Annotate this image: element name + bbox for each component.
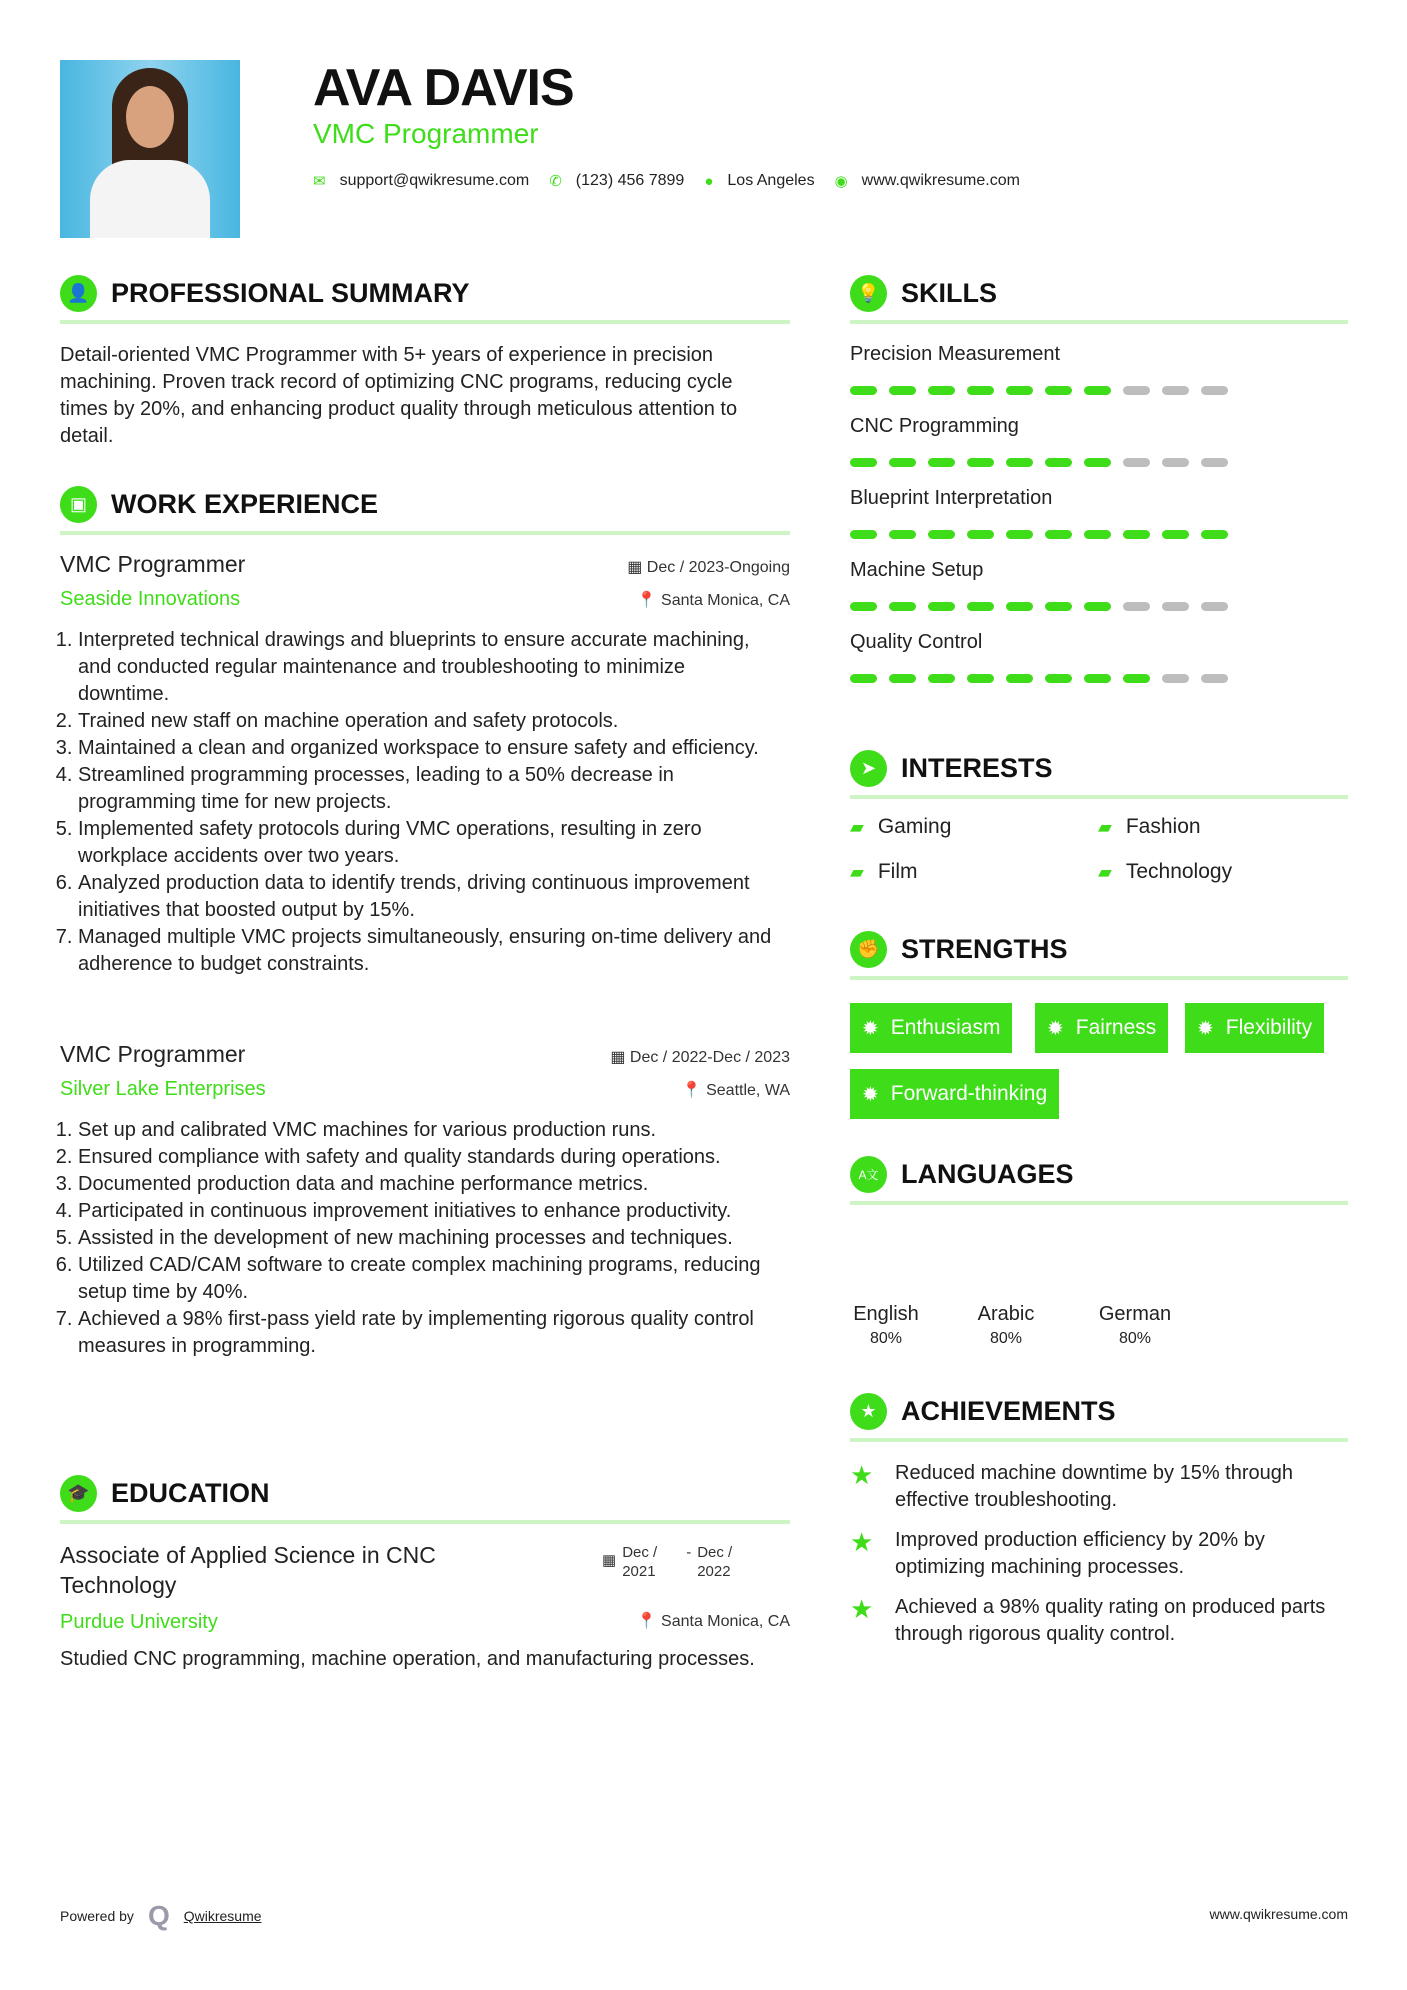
skill-segment	[1201, 458, 1228, 467]
education-location: Santa Monica, CA	[661, 1613, 790, 1630]
job-dates: Dec / 2023-Ongoing	[646, 559, 790, 576]
location-text: Los Angeles	[727, 172, 815, 189]
school-name: Purdue University	[60, 1611, 218, 1633]
section-header-interests	[850, 750, 1053, 787]
interest-label: Gaming	[877, 815, 952, 838]
paper-plane-icon: ➤	[850, 750, 887, 787]
list-item: 1. Set up and calibrated VMC machines for various production runs.	[78, 1117, 780, 1144]
book-icon: ▰	[850, 861, 864, 882]
calendar-icon: ▦	[610, 1049, 630, 1066]
translate-icon: A文	[850, 1156, 887, 1193]
skill-level-bar	[850, 602, 1348, 611]
job-bullets	[60, 627, 780, 978]
section-header-education	[60, 1475, 270, 1512]
skill-segment	[1006, 602, 1033, 611]
degree-title: Associate of Applied Science in CNC Technology	[60, 1542, 436, 1598]
pin-icon: 📍	[681, 1082, 707, 1099]
interest-item	[850, 860, 918, 884]
powered-by-label: Powered by	[60, 1908, 134, 1924]
skill-segment	[1045, 602, 1072, 611]
strength-chip	[1185, 1003, 1324, 1053]
achievement-item	[850, 1594, 1350, 1648]
section-header-achievements	[850, 1393, 1116, 1430]
user-icon: 👤	[60, 275, 97, 312]
skill-segment	[928, 674, 955, 683]
skill-segment	[1162, 386, 1189, 395]
education-start: Dec / 2021	[622, 1544, 658, 1580]
skill-segment	[1201, 530, 1228, 539]
footer-powered	[60, 1900, 262, 1932]
section-title: SKILLS	[901, 278, 998, 308]
skill-item	[850, 415, 1348, 467]
strength-chip	[1035, 1003, 1168, 1053]
skill-segment	[967, 674, 994, 683]
briefcase-icon: ▣	[60, 486, 97, 523]
skill-segment	[889, 386, 916, 395]
section-title: INTERESTS	[901, 753, 1053, 783]
section-header-summary	[60, 275, 470, 312]
skill-segment	[889, 674, 916, 683]
skill-segment	[1123, 602, 1150, 611]
skill-segment	[1123, 530, 1150, 539]
achievement-text: Reduced machine downtime by 15% through effective troubleshooting.	[895, 1462, 1294, 1511]
divider	[850, 1201, 1348, 1205]
job-bullets	[60, 1117, 780, 1360]
interest-item	[1098, 815, 1201, 839]
job-location: Santa Monica, CA	[661, 592, 790, 609]
interest-label: Film	[877, 860, 918, 883]
achievement-text: Improved production efficiency by 20% by optimizing machining processes.	[895, 1529, 1265, 1578]
globe-icon: ◉	[834, 173, 848, 190]
skill-segment	[1045, 386, 1072, 395]
strength-label: Fairness	[1075, 1016, 1157, 1039]
star-icon: ★	[850, 1460, 874, 1490]
list-item: 3. Documented production data and machine performance metrics.	[78, 1171, 780, 1198]
language-progress-ring	[974, 1225, 1038, 1289]
skill-segment	[1084, 602, 1111, 611]
company-name: Seaside Innovations	[60, 588, 241, 610]
pin-icon: 📍	[636, 592, 662, 609]
list-item: 2. Trained new staff on machine operation and safety protocols.	[78, 708, 780, 735]
skill-segment	[1045, 530, 1072, 539]
skill-segment	[1123, 386, 1150, 395]
skills-list	[850, 343, 1348, 703]
skill-item	[850, 559, 1348, 611]
job-title: VMC Programmer	[60, 551, 246, 577]
skill-segment	[967, 458, 994, 467]
skill-item	[850, 487, 1348, 539]
list-item: 1. Interpreted technical drawings and blueprints to ensure accurate machining, and conducted regular maintenance and troubleshooting to minimize downtime.	[78, 627, 780, 708]
skill-segment	[1006, 458, 1033, 467]
skill-name: Machine Setup	[850, 559, 984, 581]
profile-photo	[60, 60, 240, 238]
education-location-wrap	[637, 1611, 790, 1631]
skill-segment	[967, 386, 994, 395]
interest-label: Technology	[1125, 860, 1233, 883]
section-title: WORK EXPERIENCE	[111, 489, 379, 519]
skill-segment	[928, 602, 955, 611]
divider	[850, 1438, 1348, 1442]
website-link[interactable]: www.qwikresume.com	[861, 172, 1020, 189]
skill-level-bar	[850, 458, 1348, 467]
job-title: VMC Programmer	[60, 1041, 246, 1067]
language-item	[831, 1225, 941, 1348]
skill-level-bar	[850, 386, 1348, 395]
skill-segment	[850, 386, 877, 395]
badge-icon: ✹	[862, 1017, 879, 1040]
list-item: 7. Managed multiple VMC projects simultaneously, ensuring on-time delivery and adherence to budget constraints.	[78, 924, 780, 978]
book-icon: ▰	[1098, 816, 1112, 837]
lightbulb-icon: 💡	[850, 275, 887, 312]
skill-segment	[1162, 602, 1189, 611]
skill-segment	[1162, 530, 1189, 539]
achievement-text: Achieved a 98% quality rating on produced parts through rigorous quality control.	[895, 1596, 1326, 1645]
language-name: German	[1098, 1303, 1172, 1325]
skill-segment	[1123, 458, 1150, 467]
location-pin-icon: ●	[704, 172, 714, 190]
language-percent: 80%	[1118, 1330, 1152, 1347]
language-name: English	[853, 1303, 919, 1325]
list-item: 2. Ensured compliance with safety and quality standards during operations.	[78, 1144, 780, 1171]
skill-level-bar	[850, 530, 1348, 539]
language-item	[951, 1225, 1061, 1348]
interest-item	[850, 815, 951, 839]
divider	[60, 1520, 790, 1524]
interest-label: Fashion	[1125, 815, 1201, 838]
skill-segment	[1006, 674, 1033, 683]
language-progress-ring	[1103, 1225, 1167, 1289]
language-percent: 80%	[989, 1330, 1023, 1347]
footer-website[interactable]: www.qwikresume.com	[1209, 1906, 1348, 1922]
section-title: LANGUAGES	[901, 1159, 1074, 1189]
list-item: 3. Maintained a clean and organized workspace to ensure safety and efficiency.	[78, 735, 780, 762]
email-link[interactable]: support@qwikresume.com	[339, 172, 530, 189]
skill-segment	[1084, 674, 1111, 683]
language-progress-ring	[854, 1225, 918, 1289]
divider	[60, 320, 790, 324]
skill-segment	[1162, 674, 1189, 683]
job-dates: Dec / 2022-Dec / 2023	[629, 1049, 790, 1066]
strength-chip	[850, 1003, 1012, 1053]
education-end: Dec / 2022	[697, 1544, 733, 1580]
skill-segment	[1201, 386, 1228, 395]
skill-segment	[967, 602, 994, 611]
divider	[850, 795, 1348, 799]
education-description: Studied CNC programming, machine operation, and manufacturing processes.	[60, 1648, 755, 1670]
calendar-icon: ▦	[627, 559, 647, 576]
list-item: 5. Assisted in the development of new machining processes and techniques.	[78, 1225, 780, 1252]
company-name: Silver Lake Enterprises	[60, 1078, 266, 1100]
email-icon: ✉	[313, 173, 326, 190]
candidate-title: VMC Programmer	[313, 118, 539, 149]
star-icon: ★	[850, 1393, 887, 1430]
brand-link[interactable]: Qwikresume	[183, 1908, 262, 1924]
strength-label: Flexibility	[1225, 1016, 1313, 1039]
skill-segment	[850, 674, 877, 683]
skill-name: CNC Programming	[850, 415, 1019, 437]
section-header-skills	[850, 275, 997, 312]
strength-label: Forward-thinking	[890, 1082, 1048, 1105]
skill-name: Precision Measurement	[850, 343, 1061, 365]
skill-segment	[889, 530, 916, 539]
skill-item	[850, 343, 1348, 395]
job-location: Seattle, WA	[706, 1082, 790, 1099]
section-header-strengths	[850, 931, 1068, 968]
skill-segment	[1201, 674, 1228, 683]
contact-row	[313, 172, 1040, 190]
interest-item	[1098, 860, 1232, 884]
badge-icon: ✹	[1047, 1017, 1064, 1040]
list-item: 7. Achieved a 98% first-pass yield rate by implementing rigorous quality control measures in programming.	[78, 1306, 780, 1360]
divider	[850, 320, 1348, 324]
achievement-item	[850, 1460, 1350, 1514]
qwikresume-logo-icon: Q	[147, 1900, 170, 1931]
phone-text: (123) 456 7899	[575, 172, 685, 189]
skill-segment	[1162, 458, 1189, 467]
list-item: 6. Utilized CAD/CAM software to create complex machining programs, reducing setup time by 40%.	[78, 1252, 780, 1306]
skill-segment	[1045, 674, 1072, 683]
language-percent: 80%	[869, 1330, 903, 1347]
section-title: EDUCATION	[111, 1478, 270, 1508]
skill-segment	[1006, 386, 1033, 395]
skill-segment	[1084, 458, 1111, 467]
skill-name: Blueprint Interpretation	[850, 487, 1053, 509]
language-name: Arabic	[977, 1303, 1035, 1325]
skill-segment	[850, 530, 877, 539]
skill-segment	[928, 386, 955, 395]
section-header-experience	[60, 486, 378, 523]
candidate-name: AVA DAVIS	[313, 59, 574, 117]
job-entry	[60, 1041, 790, 1360]
skill-segment	[889, 602, 916, 611]
skill-segment	[1084, 386, 1111, 395]
language-item	[1080, 1225, 1190, 1348]
strength-label: Enthusiasm	[890, 1016, 1001, 1039]
summary-text: Detail-oriented VMC Programmer with 5+ years of experience in precision machining. Proven track record of optimizing CNC programs, reducing cycle times by 20%, and enhancing product quality through meticulous attention to detail.	[60, 344, 738, 447]
pin-icon: 📍	[636, 1613, 662, 1630]
divider	[60, 531, 790, 535]
skill-name: Quality Control	[850, 631, 983, 653]
list-item: 4. Streamlined programming processes, leading to a 50% decrease in programming time for new projects.	[78, 762, 780, 816]
skill-segment	[967, 530, 994, 539]
divider	[850, 976, 1348, 980]
phone-icon: ✆	[549, 173, 562, 190]
skill-segment	[889, 458, 916, 467]
list-item: 5. Implemented safety protocols during VMC operations, resulting in zero workplace accidents over two years.	[78, 816, 780, 870]
section-header-languages	[850, 1156, 1074, 1193]
skill-segment	[1045, 458, 1072, 467]
skill-segment	[1201, 602, 1228, 611]
achievement-item	[850, 1527, 1350, 1581]
star-icon: ★	[850, 1594, 874, 1624]
list-item: 4. Participated in continuous improvement initiatives to enhance productivity.	[78, 1198, 780, 1225]
section-title: PROFESSIONAL SUMMARY	[111, 278, 470, 308]
skill-segment	[1006, 530, 1033, 539]
book-icon: ▰	[1098, 861, 1112, 882]
badge-icon: ✹	[862, 1083, 879, 1106]
section-title: ACHIEVEMENTS	[901, 1396, 1116, 1426]
education-dates: ▦ Dec / 2021 - Dec / 2022	[602, 1543, 755, 1581]
calendar-icon: ▦	[602, 1552, 617, 1569]
skill-segment	[1123, 674, 1150, 683]
skill-item	[850, 631, 1348, 683]
section-title: STRENGTHS	[901, 934, 1068, 964]
badge-icon: ✹	[1197, 1017, 1214, 1040]
skill-segment	[850, 602, 877, 611]
skill-segment	[850, 458, 877, 467]
graduate-icon: 🎓	[60, 1475, 97, 1512]
book-icon: ▰	[850, 816, 864, 837]
skill-segment	[928, 458, 955, 467]
fist-icon: ✊	[850, 931, 887, 968]
skill-segment	[1084, 530, 1111, 539]
strength-chip	[850, 1069, 1059, 1119]
list-item: 6. Analyzed production data to identify trends, driving continuous improvement initiatives that boosted output by 15%.	[78, 870, 780, 924]
skill-segment	[928, 530, 955, 539]
job-entry	[60, 551, 790, 978]
star-icon: ★	[850, 1527, 874, 1557]
skill-level-bar	[850, 674, 1348, 683]
